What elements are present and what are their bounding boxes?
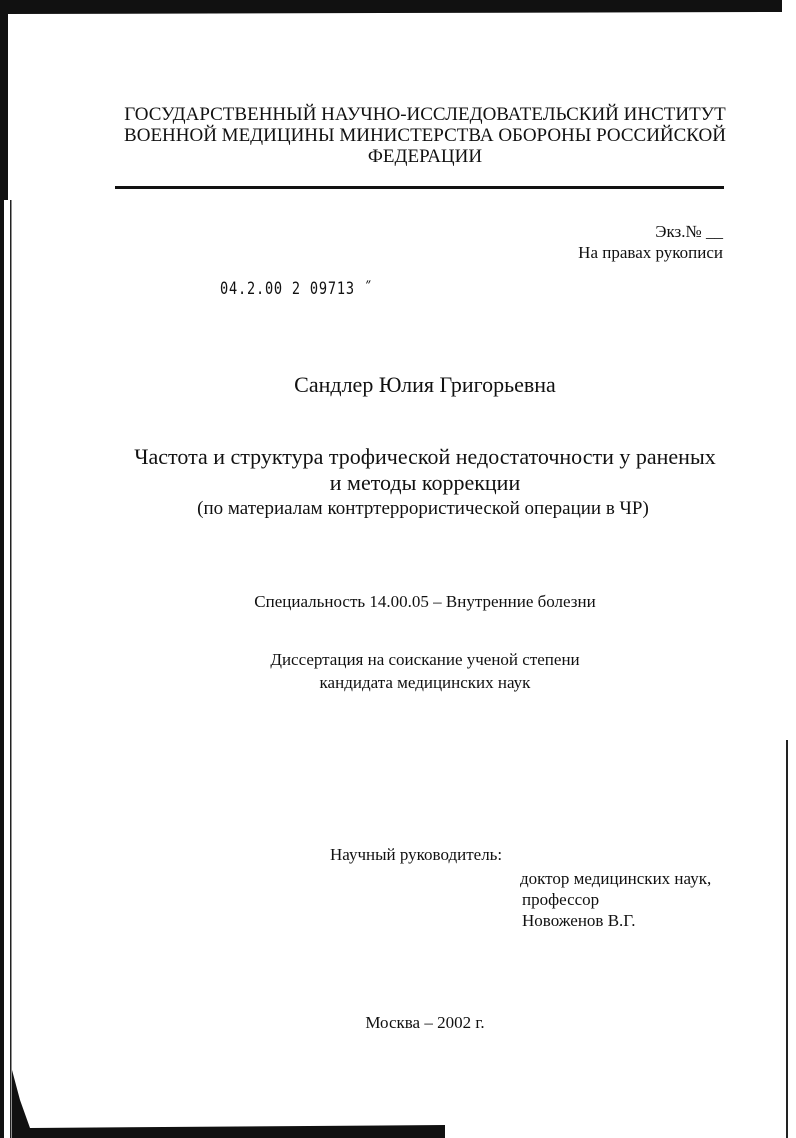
supervisor-name: Новоженов В.Г.: [522, 911, 636, 930]
institute-header-line2: ВОЕННОЙ МЕДИЦИНЫ МИНИСТЕРСТВА ОБОРОНЫ РОССИЙСКОЙ: [124, 125, 726, 146]
specialty: Специальность 14.00.05 – Внутренние болезни: [254, 592, 596, 611]
institute-header-line1: ГОСУДАРСТВЕННЫЙ НАУЧНО-ИССЛЕДОВАТЕЛЬСКИЙ ИНСТИТУТ: [124, 104, 726, 125]
title-line2: и методы коррекции: [329, 470, 521, 495]
title-line3: (по материалам контртеррористической операции в ЧР): [197, 498, 649, 519]
copy-number: Экз.№ __: [655, 222, 723, 241]
manuscript-rights: На правах рукописи: [578, 243, 723, 262]
author-name: Сандлер Юлия Григорьевна: [294, 372, 556, 397]
institute-header-line3: ФЕДЕРАЦИИ: [367, 146, 483, 167]
header-rule: [115, 186, 724, 189]
supervisor-label: Научный руководитель:: [330, 845, 503, 864]
title-line1: Частота и структура трофической недостаточности у раненых: [134, 444, 716, 469]
registration-stamp: 04.2.00 2 09713 ˝: [220, 279, 373, 299]
dissertation-line1: Диссертация на соискание ученой степени: [270, 650, 580, 669]
place-year: Москва – 2002 г.: [365, 1013, 485, 1032]
supervisor-rank: профессор: [522, 890, 600, 909]
supervisor-degree: доктор медицинских наук,: [520, 869, 712, 888]
dissertation-line2: кандидата медицинских наук: [319, 673, 531, 692]
